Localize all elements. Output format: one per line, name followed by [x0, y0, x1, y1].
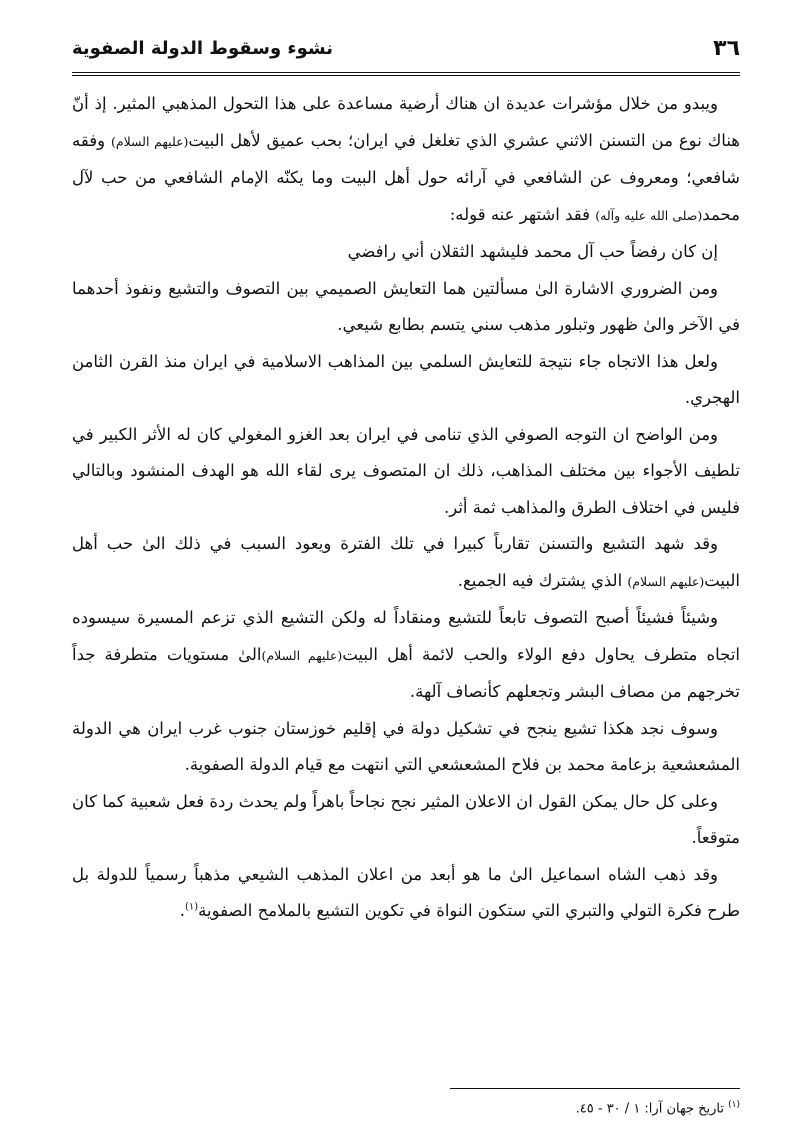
- paragraph-5: [72, 526, 740, 600]
- p1-honorific-1: (عليهم السلام): [110, 133, 189, 149]
- book-page: [72, 28, 740, 1128]
- p6-after: الىٰ مستويات متطرفة جداً تخرجهم من مصاف البشر وتجعلهم كأنصاف آلهة.: [72, 644, 740, 701]
- paragraph-6: [72, 600, 740, 711]
- footnote-rule: [450, 1088, 740, 1089]
- paragraph-9: [72, 857, 740, 930]
- p6-honorific: (عليهم السلام): [261, 647, 343, 663]
- paragraph-8: وعلى كل حال يمكن القول ان الاعلان المثير نجح نجاحاً باهراً ولم يحدث ردة فعل شعبية كما كان متوقعاً.: [72, 791, 740, 847]
- p1-middle: وفقه شافعي؛ ومعروف عن الشافعي في آرائه حول أهل البيت وما يكنّه الإمام الشافعي من حب لآل محمد: [72, 130, 740, 224]
- paragraph-2: ومن الضروري الاشارة الىٰ مسألتين هما التعايش الصميمي بين التصوف والتشيع ونفوذ أحدهما في الآخر والىٰ ظهور وتبلور مذهب سني يتسم بطابع شيعي.: [72, 278, 740, 334]
- p1-after: فقد اشتهر عنه قوله:: [449, 204, 596, 224]
- p1-honorific-2: (صلى الله عليه وآله): [595, 207, 703, 223]
- page-header: [72, 28, 740, 68]
- page-number: ٣٦: [713, 35, 740, 61]
- verse: إن كان رفضاً حب آل محمد فليشهد الثقلان أني رافضي: [347, 242, 718, 261]
- paragraph-4: ومن الواضح ان التوجه الصوفي الذي تنامى في ايران بعد الغزو المغولي كان له الأثر الكبير في تلطيف الأجواء بين مختلف المذاهب، ذلك ان المتصوف يرى لقاء الله هو الهدف المنشود وبالتالي فليس في اختلاف الطرق والمذاهب ثمة أثر.: [72, 424, 740, 517]
- paragraph-7: وسوف نجد هكذا تشيع ينجح في تشكيل دولة في إقليم خوزستان جنوب غرب ايران هي الدولة المشعشعية بزعامة محمد بن فلاح المشعشعي التي انتهت مع قيام الدولة الصفوية.: [72, 718, 740, 774]
- p5-honorific: (عليهم السلام): [627, 573, 705, 589]
- header-rule: [72, 72, 740, 76]
- footnote-marker: (١): [728, 1100, 740, 1110]
- p6-before: وشيئاً فشيئاً أصبح التصوف تابعاً للتشيع ومنقاداً له ولكن التشيع الذي تزعم المسيرة سيسوده اتجاه متطرف يحاول دفع الولاء والحب لائمة أهل البيت: [72, 608, 740, 664]
- body-text: [72, 86, 740, 930]
- p5-before: وقد شهد التشيع والتسنن تقارباً كبيرا في تلك الفترة ويعود السبب في ذلك الىٰ حب أهل البيت: [72, 534, 740, 590]
- footnote: [72, 1100, 740, 1116]
- footnote-text: تاريخ جهان آرا: ١ / ٣٠ - ٤٥.: [575, 1101, 729, 1117]
- running-title: نشوء وسقوط الدولة الصفوية: [72, 37, 333, 59]
- paragraph-1: [72, 86, 740, 234]
- p1-before: ويبدو من خلال مؤشرات عديدة ان هناك أرضية مساعدة على هذا التحول المذهبي المثير. إذ أنّ هناك نوع من التسنن الاثني عشري الذي تغلغل في ايران؛ بحب عميق لأهل البيت: [72, 94, 740, 150]
- footnote-reference[interactable]: (١): [184, 901, 199, 913]
- p9-end: .: [179, 901, 185, 920]
- paragraph-3: ولعل هذا الاتجاه جاء نتيجة للتعايش السلمي بين المذاهب الاسلامية في ايران منذ القرن الثامن الهجري.: [72, 351, 740, 407]
- p5-after: الذي يشترك فيه الجميع.: [457, 570, 628, 590]
- p9-text: وقد ذهب الشاه اسماعيل الىٰ ما هو أبعد من اعلان المذهب الشيعي مذهباً رسمياً للدولة بل طرح فكرة التولي والتبري التي ستكون النواة في تكوين التشيع بالملامح الصفوية: [72, 864, 740, 920]
